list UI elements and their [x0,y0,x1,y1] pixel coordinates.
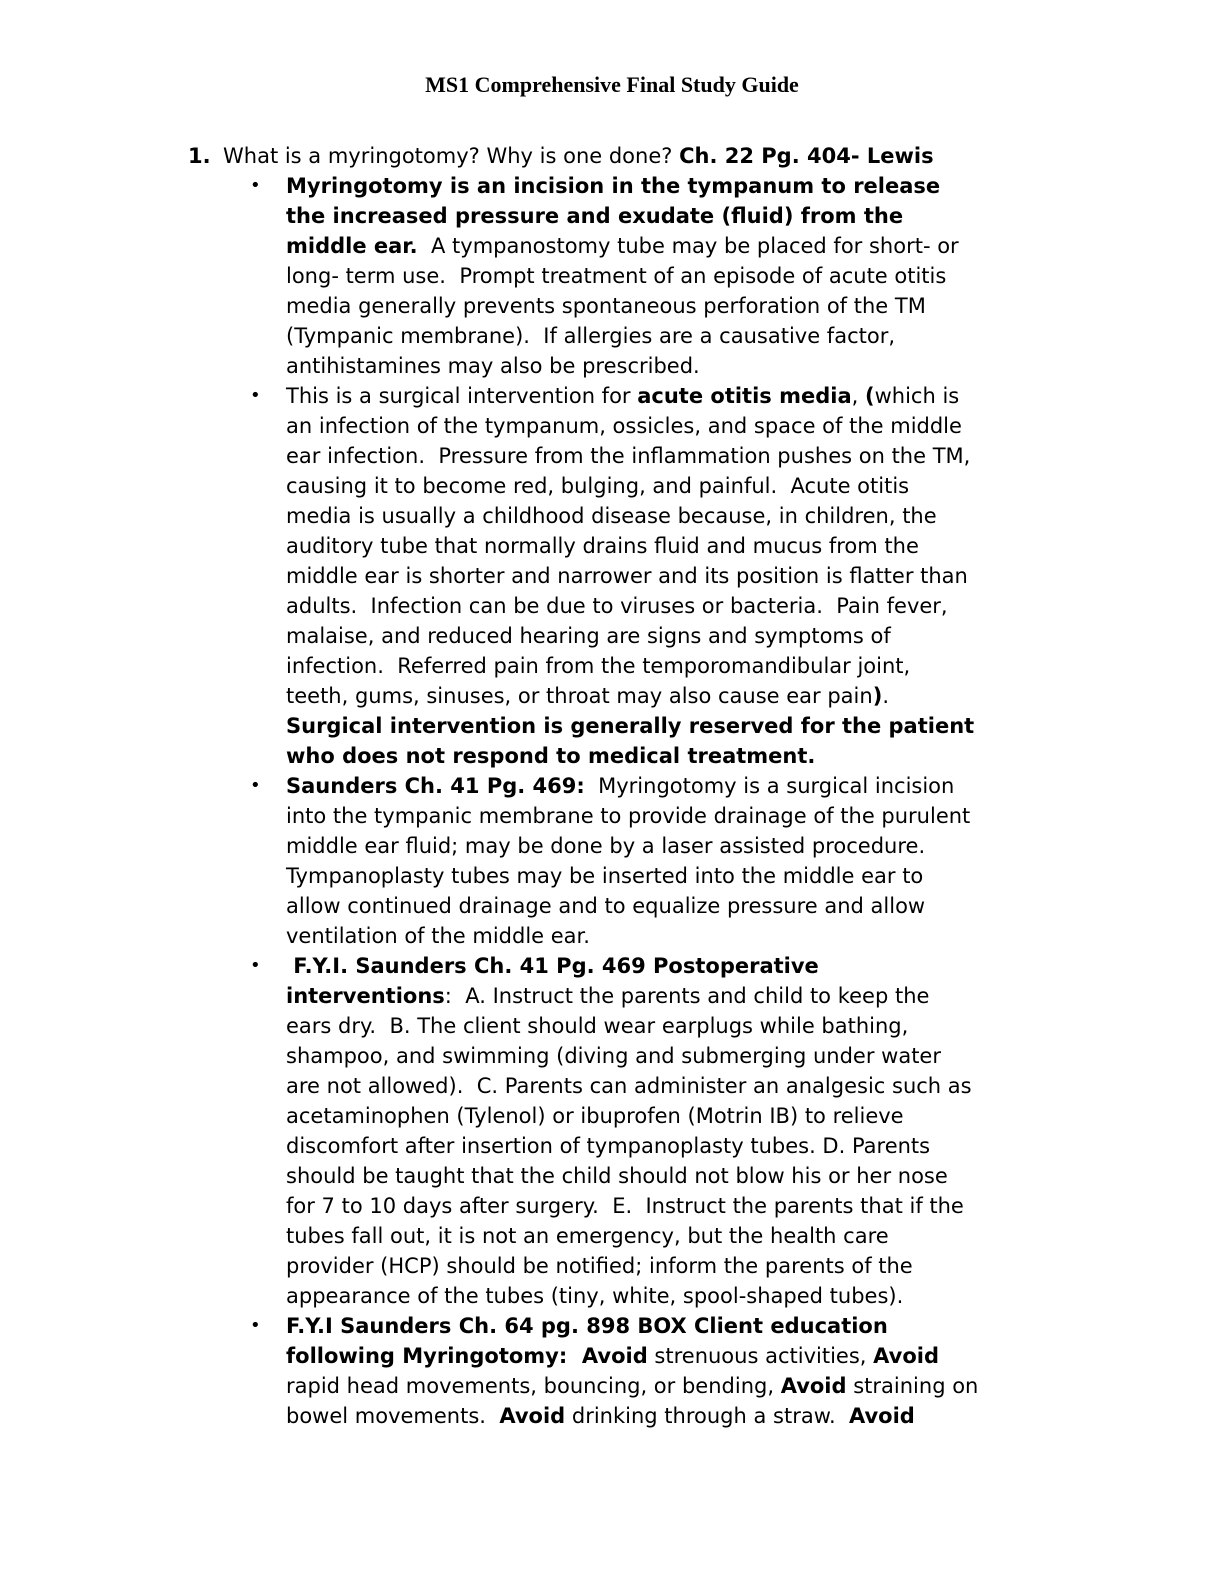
bullet-icon: • [250,175,261,196]
bold-text: Avoid [780,1374,847,1398]
text-line [286,531,1086,561]
text-line [286,651,1086,681]
bold-text: acute otitis media [637,384,852,408]
body-text: adults. Infection can be due to viruses or bacteria. Pain fever, [286,594,948,618]
text-line [286,1011,1086,1041]
question-number: 1. [188,144,211,168]
text-line [286,681,1086,711]
text-line [286,711,1086,741]
body-text: allow continued drainage and to equalize pressure and allow [286,894,926,918]
text-line [286,741,1086,771]
text-line [286,471,1086,501]
body-text: shampoo, and swimming (diving and submerging under water [286,1044,941,1068]
text-line [286,1401,1086,1431]
text-line [286,591,1086,621]
text-line [286,411,1086,441]
body-text: appearance of the tubes (tiny, white, spool-shaped tubes). [286,1284,904,1308]
text-line [286,951,1086,981]
body-text: discomfort after insertion of tympanoplasty tubes. D. Parents [286,1134,931,1158]
body-text: acetaminophen (Tylenol) or ibuprofen (Motrin IB) to relieve [286,1104,904,1128]
text-line [286,1341,1086,1371]
body-text: should be taught that the child should not blow his or her nose [286,1164,948,1188]
body-text: : A. Instruct the parents and child to keep the [444,984,930,1008]
body-text: teeth, gums, sinuses, or throat may also cause ear pain [286,684,873,708]
body-text: bowel movements. [286,1404,500,1428]
question-text: What is a myringotomy? Why is one done? [223,144,680,168]
text-line [286,771,1086,801]
list-item [250,381,1086,771]
bold-text: following Myringotomy: Avoid [286,1344,648,1368]
text-line [286,261,1086,291]
bold-text: Avoid [499,1404,566,1428]
body-text: rapid head movements, bouncing, or bending, [286,1374,781,1398]
text-line [286,801,1086,831]
bold-text: Avoid [873,1344,939,1368]
text-line [286,621,1086,651]
text-line [286,981,1086,1011]
text-line [286,351,1086,381]
body-text: middle ear fluid; may be done by a laser assisted procedure. [286,834,926,858]
list-item [250,1311,1086,1431]
list-item [250,171,1086,381]
bold-text: middle ear. [286,234,418,258]
bold-text: F.Y.I Saunders Ch. 64 pg. 898 BOX Client education [286,1314,888,1338]
body-text: media generally prevents spontaneous perforation of the TM [286,294,926,318]
text-line [286,291,1086,321]
bold-text: F.Y.I. Saunders Ch. 41 Pg. 469 Postoperative [286,954,819,978]
body-text: antihistamines may also be prescribed. [286,354,700,378]
text-line [286,891,1086,921]
bold-text: Saunders Ch. 41 Pg. 469: [286,774,585,798]
body-text: provider (HCP) should be notified; inform the parents of the [286,1254,913,1278]
text-line [286,1371,1086,1401]
body-text: ventilation of the middle ear. [286,924,590,948]
answer-list [250,171,1086,1431]
text-line [286,1251,1086,1281]
text-line [286,1311,1086,1341]
question-1 [188,141,1088,171]
text-line [286,1101,1086,1131]
body-text: straining on [846,1374,979,1398]
bold-text: Avoid [848,1404,915,1428]
body-text: Tympanoplasty tubes may be inserted into the middle ear to [286,864,924,888]
body-text: , [851,384,865,408]
body-text: media is usually a childhood disease because, in children, the [286,504,937,528]
bold-text: ) [872,684,883,708]
text-line [286,861,1086,891]
list-item [250,951,1086,1311]
body-text: . [882,684,889,708]
body-text: middle ear is shorter and narrower and its position is flatter than [286,564,968,588]
body-text: which is [874,384,960,408]
text-line [286,1191,1086,1221]
body-text: are not allowed). C. Parents can administer an analgesic such as [286,1074,972,1098]
text-line [286,321,1086,351]
text-line [286,561,1086,591]
text-line [286,201,1086,231]
text-line [286,231,1086,261]
body-text: long- term use. Prompt treatment of an episode of acute otitis [286,264,947,288]
body-text: an infection of the tympanum, ossicles, and space of the middle [286,414,962,438]
text-line [286,831,1086,861]
bullet-icon: • [250,955,261,976]
body-text: causing it to become red, bulging, and painful. Acute otitis [286,474,910,498]
text-line [286,1221,1086,1251]
text-line [286,1041,1086,1071]
body-text: ears dry. B. The client should wear earplugs while bathing, [286,1014,909,1038]
text-line [286,1161,1086,1191]
text-line [286,501,1086,531]
bullet-icon: • [250,775,261,796]
body-text: (Tympanic membrane). If allergies are a causative factor, [286,324,895,348]
text-line [286,921,1086,951]
bold-text: Surgical intervention is generally reserved for the patient [286,714,975,738]
body-text: A tympanostomy tube may be placed for short- or [417,234,959,258]
text-line [286,441,1086,471]
body-text: tubes fall out, it is not an emergency, but the health care [286,1224,889,1248]
page-title: MS1 Comprehensive Final Study Guide [425,72,799,97]
text-line [286,1071,1086,1101]
body-text: strenuous activities, [647,1344,874,1368]
body-text: malaise, and reduced hearing are signs and symptoms of [286,624,891,648]
text-line [286,171,1086,201]
bold-text: interventions [286,984,445,1008]
bold-text: Myringotomy is an incision in the tympanum to release [286,174,941,198]
text-line [286,1131,1086,1161]
text-line [286,381,1086,411]
body-text: for 7 to 10 days after surgery. E. Instruct the parents that if the [286,1194,964,1218]
body-text: auditory tube that normally drains fluid and mucus from the [286,534,919,558]
bold-text: the increased pressure and exudate (fluid) from the [286,204,904,228]
bold-text: who does not respond to medical treatment. [286,744,816,768]
bullet-icon: • [250,385,261,406]
body-text: ear infection. Pressure from the inflammation pushes on the TM, [286,444,971,468]
body-text: drinking through a straw. [565,1404,849,1428]
body-text: This is a surgical intervention for [286,384,638,408]
body-text: infection. Referred pain from the temporomandibular joint, [286,654,911,678]
bold-text: ( [865,384,875,408]
question-reference: Ch. 22 Pg. 404- Lewis [679,144,934,168]
text-line [286,1281,1086,1311]
body-text: into the tympanic membrane to provide drainage of the purulent [286,804,971,828]
body-text: Myringotomy is a surgical incision [584,774,955,798]
list-item [250,771,1086,951]
bullet-icon: • [250,1315,261,1336]
